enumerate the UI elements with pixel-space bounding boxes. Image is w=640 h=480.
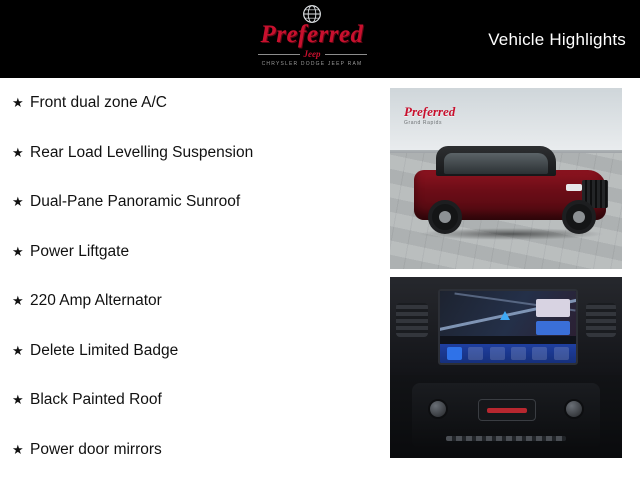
star-icon: ★ <box>12 441 24 457</box>
feature-label: Power Liftgate <box>30 242 130 260</box>
list-item <box>8 241 390 291</box>
air-vent-left <box>396 303 428 337</box>
dealer-tagline: CHRYSLER DODGE JEEP RAM <box>261 61 363 68</box>
feature-label: Black Painted Roof <box>30 391 162 408</box>
dock-icon-apps <box>532 347 547 360</box>
center-console <box>412 383 600 449</box>
dock-icon-home <box>447 347 462 360</box>
list-item <box>8 389 390 439</box>
vehicle-rear-wheel <box>428 200 462 234</box>
photo-watermark <box>404 104 455 126</box>
divider-left <box>258 54 300 55</box>
vehicle-front-wheel <box>562 200 596 234</box>
suv-illustration <box>410 140 610 236</box>
feature-label: Front dual zone A/C <box>30 94 167 111</box>
list-item <box>8 142 390 192</box>
feature-label: 220 Amp Alternator <box>30 292 162 309</box>
map-position-arrow <box>500 311 510 320</box>
vehicle-interior-photo <box>390 277 622 458</box>
feature-list <box>0 78 390 480</box>
star-icon: ★ <box>12 342 24 358</box>
list-item <box>8 340 390 390</box>
screen-widget-top <box>536 299 570 317</box>
star-icon: ★ <box>12 392 24 407</box>
photo-watermark-subtext: Grand Rapids <box>404 120 443 126</box>
navigation-map <box>440 291 576 336</box>
vehicle-headlight <box>566 184 582 191</box>
console-knob-right <box>564 399 584 419</box>
feature-label: Rear Load Levelling Suspension <box>30 143 254 161</box>
screen-dock <box>440 344 576 363</box>
star-icon: ★ <box>12 243 24 259</box>
list-item <box>8 191 390 241</box>
vehicle-exterior-photo <box>390 88 622 269</box>
vehicle-windows <box>444 153 548 174</box>
make-label: Jeep <box>303 49 321 60</box>
feature-label: Delete Limited Badge <box>30 341 179 359</box>
console-knob-left <box>428 399 448 419</box>
star-icon: ★ <box>12 144 24 160</box>
feature-label: Dual-Pane Panoramic Sunroof <box>30 193 241 210</box>
photo-watermark-text: Preferred <box>404 104 456 119</box>
dock-icon-comfort <box>490 347 505 360</box>
page-title: Vehicle Highlights <box>488 30 626 49</box>
air-vent-right <box>586 303 616 337</box>
console-button-strip <box>446 436 566 441</box>
star-icon: ★ <box>12 95 24 110</box>
star-icon: ★ <box>12 293 24 308</box>
dealer-name: Preferred <box>260 21 364 48</box>
dock-icon-phone <box>511 347 526 360</box>
page-header <box>0 0 640 78</box>
infotainment-screen <box>438 289 578 365</box>
star-icon: ★ <box>12 194 24 209</box>
list-item <box>8 92 390 142</box>
screen-widget-bottom <box>536 321 570 335</box>
dealer-make-row <box>258 49 367 59</box>
list-item <box>8 439 390 480</box>
photo-column <box>390 78 640 480</box>
feature-label: Power door mirrors <box>30 440 162 458</box>
divider-right <box>325 54 367 55</box>
dealer-logo <box>232 4 392 74</box>
dock-icon-media <box>468 347 483 360</box>
page-body <box>0 78 640 480</box>
list-item <box>8 290 390 340</box>
dock-icon-settings <box>554 347 569 360</box>
gear-shifter <box>478 399 536 421</box>
